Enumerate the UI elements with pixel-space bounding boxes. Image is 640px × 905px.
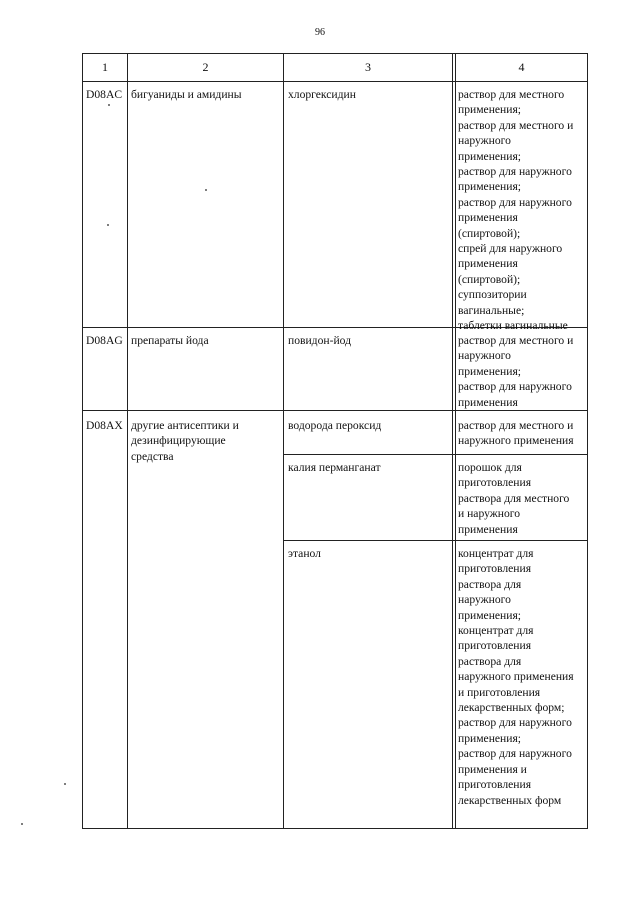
group-name: бигуаниды и амидины [131, 88, 242, 101]
scan-speck [107, 224, 109, 226]
atc-code: D08AG [86, 334, 123, 347]
group-name: препараты йода [131, 334, 209, 347]
atc-code: D08AX [86, 419, 123, 432]
scan-speck [108, 104, 110, 106]
dosage-forms: раствор для местного применения; раствор для местного и наружного применения; раствор для наружного применения; раствор для наружного применения (спиртовой); спрей для наружного применения (спиртовой); суппозитории вагинальные; таблетки вагинальные [458, 88, 574, 333]
header-col-4: 4 [518, 60, 525, 74]
header-col-2: 2 [202, 60, 209, 74]
scan-speck [64, 783, 66, 785]
dosage-forms: раствор для местного и наружного применения; раствор для наружного применения [458, 334, 574, 409]
scan-speck [205, 189, 207, 191]
substance-name: этанол [288, 547, 321, 560]
substance-name: повидон-йод [288, 334, 352, 347]
page-number: 96 [315, 27, 325, 38]
scan-speck [21, 823, 23, 825]
dosage-forms: концентрат для приготовления раствора для наружного применения; концентрат для приготовления раствора для наружного применения и приготовления лекарственных форм; раствор для наружного применения; раствор для наружного применения и приготовления лекарственных форм [458, 547, 574, 807]
group-name: другие антисептики и дезинфицирующие средства [131, 419, 239, 463]
substance-name: калия перманганат [288, 461, 381, 474]
header-col-1: 1 [102, 60, 108, 74]
dosage-forms: порошок для приготовления раствора для местного и наружного применения [458, 461, 570, 536]
substance-name: хлоргексидин [288, 88, 356, 101]
atc-code: D08AC [86, 88, 123, 101]
substance-name: водорода пероксид [288, 419, 382, 432]
dosage-forms: раствор для местного и наружного применения [458, 419, 574, 448]
header-col-3: 3 [365, 60, 371, 74]
